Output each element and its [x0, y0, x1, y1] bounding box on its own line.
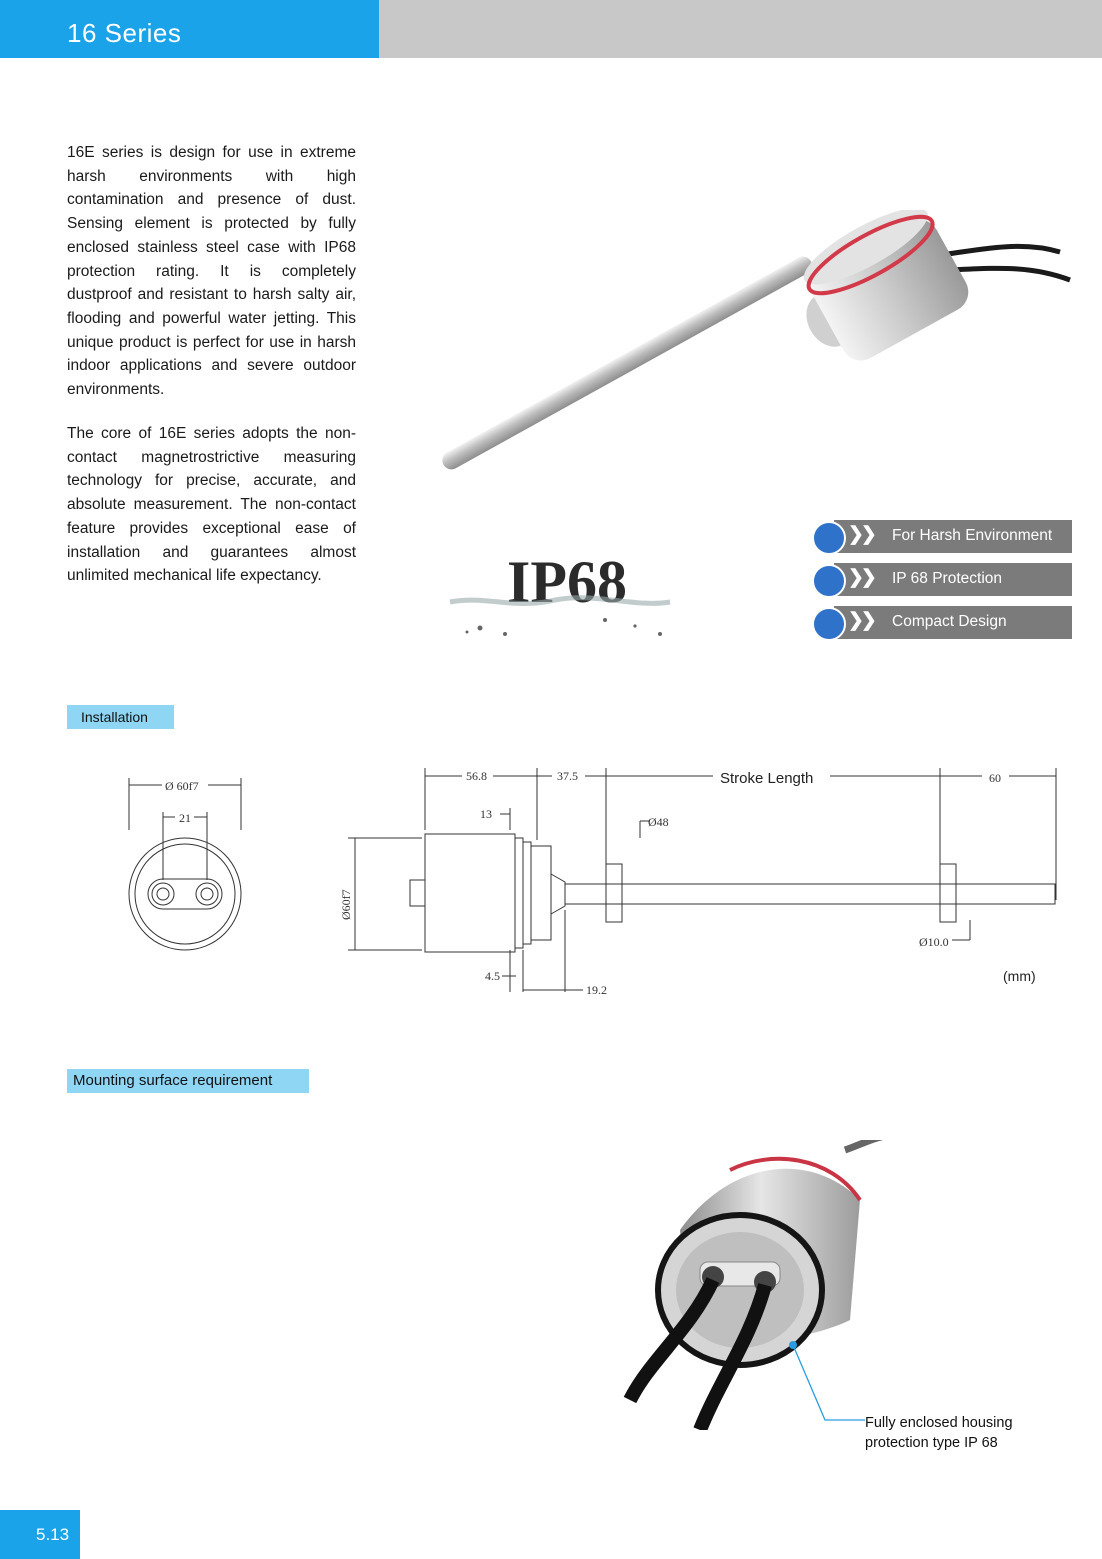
callout-text: [865, 1413, 1013, 1453]
callout-line-1: Fully enclosed housing: [865, 1415, 1013, 1431]
dim-rod-dia: Ø10.0: [919, 935, 949, 949]
double-chevron-icon: ❯❯: [848, 610, 874, 631]
dim-48: Ø48: [648, 815, 669, 829]
dim-19-2: 19.2: [586, 983, 607, 997]
dim-4-5: 4.5: [485, 969, 500, 983]
header-bar-blue: [0, 0, 379, 58]
intro-paragraph-2: The core of 16E series adopts the non-contact magnetrostrictive measuring technology for precise, accurate, and absolute measurement. The non-contact feature provides exceptional ease of installation and guarantees almost unlimited mechanical life expectancy.: [67, 425, 356, 585]
ip68-logo-text: IP68: [507, 549, 627, 615]
double-chevron-icon: ❯❯: [848, 524, 874, 545]
callout-leader-line: [780, 1340, 870, 1430]
section-label-installation: Installation: [67, 705, 174, 729]
bullet-dot-icon: [812, 564, 846, 598]
callout-line-2: protection type IP 68: [865, 1435, 998, 1451]
end-view-drawing: [120, 770, 260, 960]
dim-37-5: 37.5: [557, 769, 578, 783]
dim-56-8: 56.8: [466, 769, 487, 783]
header-bar-gray: [379, 0, 1102, 58]
feature-label: For Harsh Environment: [892, 527, 1053, 544]
dim-hole-spacing: 21: [179, 811, 191, 825]
intro-paragraph-1: 16E series is design for use in extreme harsh environments with high contamination and presence of dust. Sensing element is protected by fully enclosed stainless steel case with IP68 protection rating. It is completely dustproof and resistant to harsh salty air, flooding and powerful water jetting. This unique product is perfect for use in harsh indoor applications and severe outdoor environments.: [67, 144, 356, 399]
side-view-drawing: [330, 760, 1070, 1010]
page-number: 5.13: [0, 1510, 80, 1559]
dim-60: 60: [989, 771, 1001, 785]
feature-ip68-protection: [812, 562, 1072, 595]
bullet-dot-icon: [812, 607, 846, 641]
page-title: 16 Series: [67, 18, 182, 48]
product-photo-sensor: [420, 210, 1100, 490]
feature-compact-design: [812, 605, 1072, 638]
dim-body-dia: Ø60f7: [339, 889, 353, 920]
dim-13: 13: [480, 807, 492, 821]
feature-label: IP 68 Protection: [892, 570, 1003, 587]
feature-label: Compact Design: [892, 613, 1007, 630]
section-label-mounting: Mounting surface requirement: [67, 1069, 309, 1093]
bullet-dot-icon: [812, 521, 846, 555]
dim-end-outer-dia: Ø 60f7: [165, 779, 199, 793]
double-chevron-icon: ❯❯: [848, 567, 874, 588]
ip68-logo: [445, 540, 675, 650]
unit-label: (mm): [1003, 968, 1036, 984]
feature-harsh-environment: [812, 519, 1072, 552]
dim-stroke-length: Stroke Length: [720, 770, 814, 787]
